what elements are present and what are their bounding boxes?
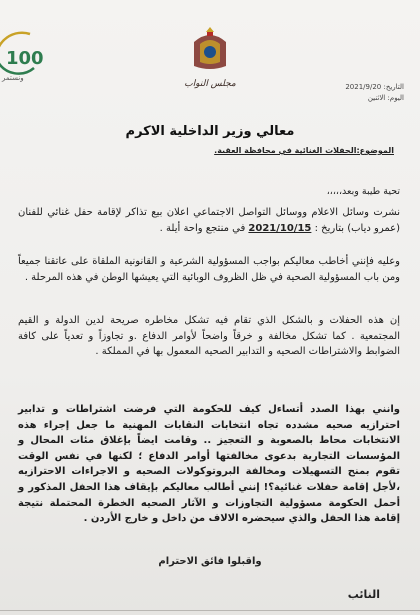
closing-line: واقبلوا فائق الاحترام (158, 556, 262, 567)
date-block (294, 82, 404, 104)
event-date: 2021/10/15 (248, 222, 312, 234)
paragraph-1-part-1: نشرت وسائل الاعلام ووسائل التواصل الاجتماعي اعلان بيع تذاكر لإقامة حفل غنائي للفنان (عمرو دياب) بتاريخ : (18, 207, 400, 234)
paragraph-1 (18, 205, 400, 236)
date-line (294, 82, 404, 93)
crest-caption: مجلس النواب (184, 79, 236, 89)
letter-subject (214, 146, 394, 155)
jordan-crest-icon (188, 26, 232, 72)
paragraph-4: وانني بهذا الصدد أتساءل كيف للحكومة التي فرضت اشتراطات و تدابير احترازيه صحيه مشدده تجاه انتخابات النقابات المهنية ما جعل إجراء هذه الانتخابات محاط بالصعوبة و التعجيز .. وقامت ايضاً بإغلاق مئات المحال و المؤسسات التجارية بدعوى مخالفتها أوامر الدفاع ؛ لكنها في نفس الوقت تقوم بمنح التسهيلات ومخالفة البروتوكولات الصحيه و الاجراءات الاحترازيه ،لأجل إقامة حفلات غنائية؟! إنني أطالب معاليكم بإيقاف هذا الحفل المذكور و أحمل الحكومة مسؤولية التجاوزات و الآثار الصحيه الخطرة المحتملة نتيجة إقامة هذا الحفل والذي سيحضره الالاف من داخل و خارج الأردن . (18, 404, 400, 525)
date-label: التاريخ: (383, 83, 404, 91)
day-label: اليوم: (387, 94, 404, 102)
day-line (294, 93, 404, 104)
centennial-logo-number: 100 (6, 48, 44, 69)
paragraph-1-part-2: في منتجع واحة أيلة . (159, 222, 246, 234)
centennial-logo-caption: ونستمر (2, 74, 24, 82)
greeting: تحية طيبة وبعد،،،،، (326, 186, 400, 197)
paragraph-3: إن هذه الحفلات و بالشكل الذي تقام فيه تشكل مخاطره صريحة لدين الدولة و القيم المجتمعية . كما تشكل مخالفة و خرقاً واضحاً لأوامر الدفاع .و تجاوزاً و تعدياً على كافة الضوابط والاشتراطات الصحيه و التدابير الصحيه المعمول بها في المملكة . (18, 315, 400, 358)
page-edge (0, 610, 420, 611)
paragraph-2: وعليه فإنني أخاطب معاليكم بواجب المسؤولية الشرعية و القانونية الملقاة على عاتقنا جميعاً ومن باب المسؤولية الصحية في ظل الظروف الوبائية التي يعيشها الوطن في هذه المرحلة . (18, 256, 400, 283)
centennial-logo (0, 14, 44, 86)
subject-label: الموضوع: (356, 146, 394, 155)
subject-text: الحفلات الغنائية في محافظة العقبة. (214, 146, 357, 155)
signature-title: النائب (347, 588, 380, 601)
date-value: 2021/9/20 (345, 83, 382, 91)
letter-title: معالي وزير الداخلية الاكرم (125, 124, 295, 139)
day-value: الاثنين (367, 94, 386, 102)
